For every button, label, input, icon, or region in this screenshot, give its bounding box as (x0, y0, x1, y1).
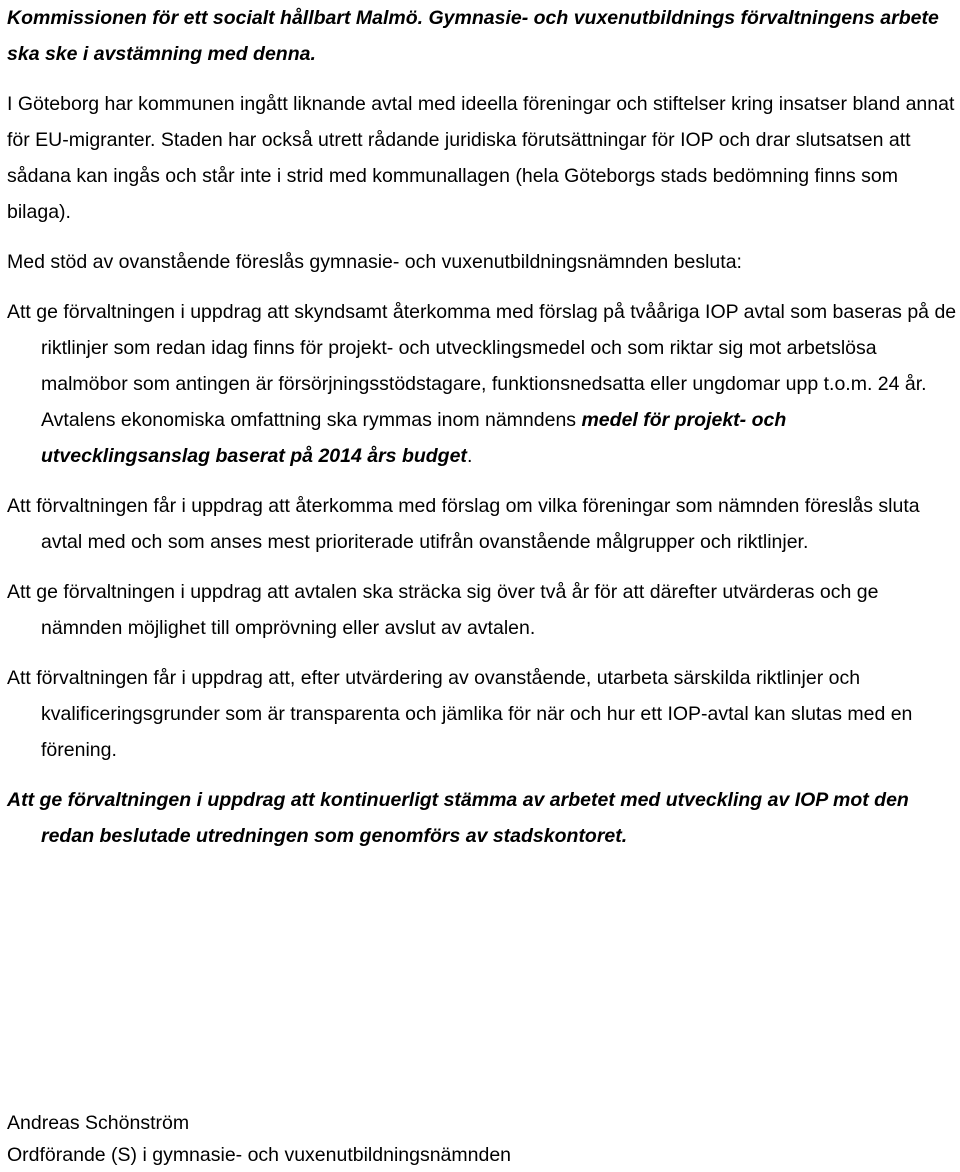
intro-paragraph: Kommissionen för ett socialt hållbart Malmö. Gymnasie- och vuxenutbildnings förvaltningens arbete ska ske i avstämning med denna. (7, 7, 939, 65)
decision-2: Att förvaltningen får i uppdrag att återkomma med förslag om vilka föreningar som nämnden föreslås sluta avtal med och som anses mest prioriterade utifrån ovanstående målgrupper och riktlinjer. (7, 495, 920, 553)
document-body (7, 0, 957, 868)
signature-name: Andreas Schönström (7, 1112, 190, 1134)
proposal-intro: Med stöd av ovanstående föreslås gymnasie- och vuxenutbildningsnämnden besluta: (7, 251, 742, 273)
decision-3: Att ge förvaltningen i uppdrag att avtalen ska sträcka sig över två år för att därefter utvärderas och ge nämnden möjlighet till omprövning eller avslut av avtalen. (7, 581, 879, 639)
decision-4: Att förvaltningen får i uppdrag att, efter utvärdering av ovanstående, utarbeta särskilda riktlinjer och kvalificeringsgrunder som är transparenta och jämlika för när och hur ett IOP-avtal kan slutas med en förening. (7, 667, 913, 761)
decision-1-end: . (466, 445, 473, 467)
decision-1 (7, 294, 957, 474)
decision-5: Att ge förvaltningen i uppdrag att kontinuerligt stämma av arbetet med utveckling av IOP mot den redan beslutade utredningen som genomförs av stadskontoret. (7, 789, 909, 847)
decision-1-emphasis: medel för projekt- och utvecklingsanslag baserat på 2014 års budget (41, 409, 787, 467)
goteborg-paragraph: I Göteborg har kommunen ingått liknande avtal med ideella föreningar och stiftelser kring insatser bland annat för EU-migranter. Staden har också utrett rådande juridiska förutsättningar för IOP och drar slutsatsen att sådana kan ingås och står inte i strid med kommunallagen (hela Göteborgs stads bedömning finns som bilaga). (7, 93, 955, 223)
signature-title: Ordförande (S) i gymnasie- och vuxenutbildningsnämnden (7, 1144, 512, 1166)
signature-block (7, 1107, 511, 1171)
decision-1-text: Att ge förvaltningen i uppdrag att skyndsamt återkomma med förslag på tvååriga IOP avtal som baseras på de riktlinjer som redan idag finns för projekt- och utvecklingsmedel och som riktar sig mot arbetslösa malmöbor som antingen är försörjningsstödstagare, funktionsnedsatta eller ungdomar upp t.o.m. 24 år. Avtalens ekonomiska omfattning ska rymmas inom nämndens (7, 301, 957, 431)
